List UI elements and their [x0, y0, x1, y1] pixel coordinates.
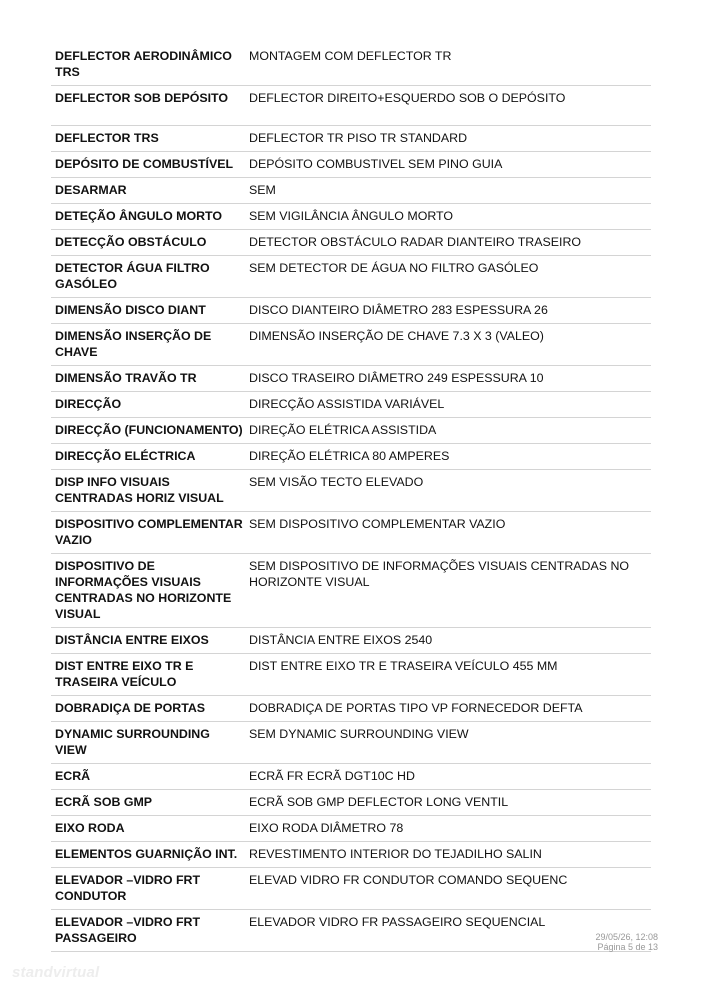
page-number: Página 5 de 13 [597, 942, 658, 952]
table-row [51, 842, 651, 868]
table-row [51, 298, 651, 324]
table-row [51, 910, 651, 952]
spec-key: ELEVADOR –VIDRO FRT PASSAGEIRO [51, 910, 247, 952]
spec-value: SEM [247, 178, 651, 204]
spec-key: DISPOSITIVO COMPLEMENTAR VAZIO [51, 512, 247, 554]
spec-value: MONTAGEM COM DEFLECTOR TR [247, 44, 651, 86]
table-row [51, 654, 651, 696]
spec-value: DISCO DIANTEIRO DIÂMETRO 283 ESPESSURA 26 [247, 298, 651, 324]
table-row [51, 628, 651, 654]
spec-key: DIST ENTRE EIXO TR E TRASEIRA VEÍCULO [51, 654, 247, 696]
spec-value: DIST ENTRE EIXO TR E TRASEIRA VEÍCULO 455 MM [247, 654, 651, 696]
spec-key: ECRÃ SOB GMP [51, 790, 247, 816]
spec-key: DISPOSITIVO DE INFORMAÇÕES VISUAIS CENTRADAS NO HORIZONTE VISUAL [51, 554, 247, 628]
spec-value: SEM DETECTOR DE ÁGUA NO FILTRO GASÓLEO [247, 256, 651, 298]
spec-value: DIREÇÃO ELÉTRICA ASSISTIDA [247, 418, 651, 444]
table-row [51, 126, 651, 152]
table-row [51, 204, 651, 230]
spec-key: DEFLECTOR AERODINÂMICO TRS [51, 44, 247, 86]
table-row [51, 392, 651, 418]
spec-value: ELEVADOR VIDRO FR PASSAGEIRO SEQUENCIAL [247, 910, 651, 952]
spec-key: DEFLECTOR SOB DEPÓSITO [51, 86, 247, 126]
spec-value: DIREÇÃO ELÉTRICA 80 AMPERES [247, 444, 651, 470]
spec-key: ELEVADOR –VIDRO FRT CONDUTOR [51, 868, 247, 910]
spec-key: DIMENSÃO DISCO DIANT [51, 298, 247, 324]
spec-value: DEFLECTOR DIREITO+ESQUERDO SOB O DEPÓSITO [247, 86, 651, 126]
spec-value: DISTÂNCIA ENTRE EIXOS 2540 [247, 628, 651, 654]
spec-key: DIRECÇÃO ELÉCTRICA [51, 444, 247, 470]
spec-key: DYNAMIC SURROUNDING VIEW [51, 722, 247, 764]
spec-value: DETECTOR OBSTÁCULO RADAR DIANTEIRO TRASEIRO [247, 230, 651, 256]
spec-key: DEFLECTOR TRS [51, 126, 247, 152]
table-row [51, 86, 651, 126]
spec-value: ECRÃ FR ECRÃ DGT10C HD [247, 764, 651, 790]
spec-key: DISP INFO VISUAIS CENTRADAS HORIZ VISUAL [51, 470, 247, 512]
spec-value: DIRECÇÃO ASSISTIDA VARIÁVEL [247, 392, 651, 418]
table-row [51, 178, 651, 204]
spec-key: DIMENSÃO TRAVÃO TR [51, 366, 247, 392]
spec-value: DIMENSÃO INSERÇÃO DE CHAVE 7.3 X 3 (VALEO) [247, 324, 651, 366]
table-row [51, 418, 651, 444]
page-footer [595, 932, 658, 952]
table-row [51, 512, 651, 554]
specifications-table [51, 44, 651, 952]
table-row [51, 152, 651, 178]
table-row [51, 790, 651, 816]
spec-value: ECRÃ SOB GMP DEFLECTOR LONG VENTIL [247, 790, 651, 816]
table-row [51, 44, 651, 86]
spec-value: SEM VIGILÂNCIA ÂNGULO MORTO [247, 204, 651, 230]
spec-key: DISTÂNCIA ENTRE EIXOS [51, 628, 247, 654]
spec-key: DESARMAR [51, 178, 247, 204]
spec-value: ELEVAD VIDRO FR CONDUTOR COMANDO SEQUENC [247, 868, 651, 910]
table-row [51, 230, 651, 256]
spec-value: SEM DISPOSITIVO DE INFORMAÇÕES VISUAIS CENTRADAS NO HORIZONTE VISUAL [247, 554, 651, 628]
spec-key: DIRECÇÃO [51, 392, 247, 418]
spec-key: ELEMENTOS GUARNIÇÃO INT. [51, 842, 247, 868]
table-row [51, 470, 651, 512]
spec-value: SEM VISÃO TECTO ELEVADO [247, 470, 651, 512]
watermark-logo: standvirtual [12, 964, 100, 981]
spec-value: SEM DISPOSITIVO COMPLEMENTAR VAZIO [247, 512, 651, 554]
table-row [51, 722, 651, 764]
spec-value: DISCO TRASEIRO DIÂMETRO 249 ESPESSURA 10 [247, 366, 651, 392]
spec-key: EIXO RODA [51, 816, 247, 842]
specifications-table-body [51, 44, 651, 952]
spec-key: DOBRADIÇA DE PORTAS [51, 696, 247, 722]
spec-key: DIRECÇÃO (FUNCIONAMENTO) [51, 418, 247, 444]
spec-value: DEFLECTOR TR PISO TR STANDARD [247, 126, 651, 152]
table-row [51, 324, 651, 366]
table-row [51, 444, 651, 470]
table-row [51, 366, 651, 392]
spec-key: DIMENSÃO INSERÇÃO DE CHAVE [51, 324, 247, 366]
table-row [51, 554, 651, 628]
spec-value: DEPÓSITO COMBUSTIVEL SEM PINO GUIA [247, 152, 651, 178]
spec-key: DETECÇÃO OBSTÁCULO [51, 230, 247, 256]
table-row [51, 764, 651, 790]
table-row [51, 816, 651, 842]
spec-value: DOBRADIÇA DE PORTAS TIPO VP FORNECEDOR DEFTA [247, 696, 651, 722]
table-row [51, 868, 651, 910]
table-row [51, 696, 651, 722]
print-datetime: 29/05/26, 12:08 [595, 932, 658, 942]
spec-key: DETEÇÃO ÂNGULO MORTO [51, 204, 247, 230]
spec-value: SEM DYNAMIC SURROUNDING VIEW [247, 722, 651, 764]
spec-value: EIXO RODA DIÂMETRO 78 [247, 816, 651, 842]
table-row [51, 256, 651, 298]
spec-key: DETECTOR ÁGUA FILTRO GASÓLEO [51, 256, 247, 298]
spec-key: ECRÃ [51, 764, 247, 790]
spec-value: REVESTIMENTO INTERIOR DO TEJADILHO SALIN [247, 842, 651, 868]
spec-key: DEPÓSITO DE COMBUSTÍVEL [51, 152, 247, 178]
